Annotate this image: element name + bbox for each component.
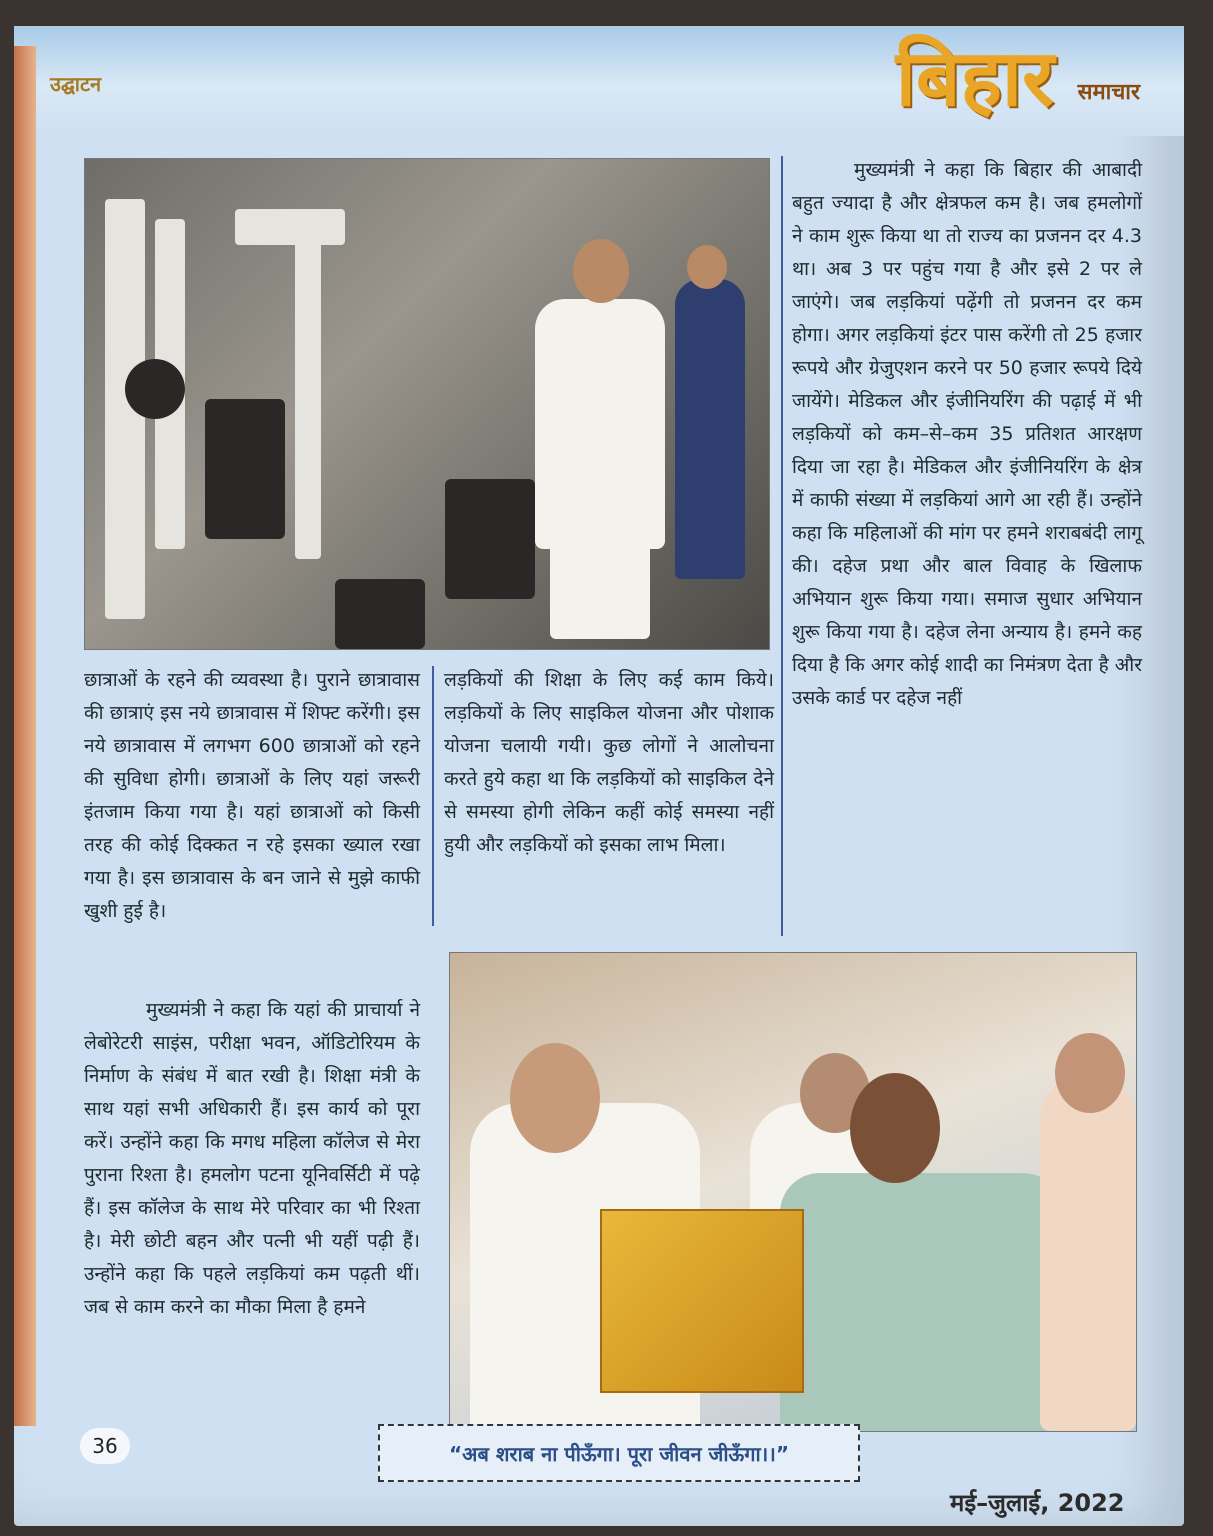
right-column-text: मुख्यमंत्री ने कहा कि बिहार की आबादी बहुत ज्यादा है और क्षेत्रफल कम है। जब हमलोगों ने काम शुरू किया था तो राज्य का प्रजनन दर 4.3 था। अब 3 पर पहुंच गया है और इसे 2 पर ले जाएंगे। जब लड़कियां पढ़ेंगी तो प्रजनन दर कम होगा। अगर लड़कियां इंटर पास करेंगी तो 25 हजार रूपये और ग्रेजुएशन करने पर 50 हजार रूपये दिये जायेंगे। मेडिकल और इंजीनियरिंग की पढ़ाई में भी लड़कियों को कम–से–कम 35 प्रतिशत आरक्षण दिया जा रहा है। मेडिकल और इंजीनियरिंग के क्षेत्र में काफी संख्या में लड़कियां आगे आ रही हैं। उन्होंने कहा कि महिलाओं की मांग पर हमने शराबबंदी लागू की। दहेज प्रथा और बाल विवाह के खिलाफ अभियान शुरू किया गया। समाज सुधार अभियान शुरू किया गया है। दहेज लेना अन्याय है। हमने कह दिया है कि अगर कोई शादी का निमंत्रण देता है और उसके कार्ड पर दहेज नहीं: [792, 159, 1142, 709]
issue-date: मई–जुलाई, 2022: [950, 1489, 1125, 1517]
magazine-logo-subtitle: समाचार: [1077, 80, 1140, 105]
gift-box: [600, 1209, 804, 1393]
slogan-text: “अब शराब ना पीऊँगा। पूरा जीवन जीऊँगा।।”: [449, 1441, 789, 1466]
chief-minister-figure: [535, 299, 665, 549]
weight-plate: [125, 359, 185, 419]
gym-machine-frame: [235, 209, 345, 245]
woman-background: [1040, 1073, 1136, 1431]
column-divider: [781, 156, 783, 936]
woman-in-sari: [780, 1173, 1080, 1431]
person-head: [1055, 1033, 1125, 1113]
left-column-para-2: मुख्यमंत्री ने कहा कि यहां की प्राचार्या ने लेबोरेटरी साइंस, परीक्षा भवन, ऑडिटोरियम के निर्माण के संबंध में बात रखी है। शिक्षा मंत्री के साथ यहां सभी अधिकारी हैं। इस कार्य को पूरा करें। उन्होंने कहा कि मगध महिला कॉलेज से मेरा पुराना रिश्ता है। हमलोग पटना यूनिवर्सिटी में पढ़े हैं। इस कॉलेज के साथ मेरे परिवार का भी रिश्ता है। मेरी छोटी बहन और पत्नी भी यहीं पढ़ी हैं। उन्होंने कहा कि पहले लड़कियां कम पढ़ती थीं। जब से काम करने का मौका मिला है हमने: [84, 999, 420, 1318]
person-head: [687, 245, 727, 289]
person-head: [510, 1043, 600, 1153]
bench: [445, 479, 535, 599]
page-edge-strip: [14, 46, 36, 1426]
person-head: [850, 1073, 940, 1183]
left-column-para-1: छात्राओं के रहने की व्यवस्था है। पुराने छात्रावास की छात्राएं इस नये छात्रावास में शिफ्ट करेंगी। इस नये छात्रावास में लगभग 600 छात्राओं को रहने की सुविधा होगी। छात्राओं के लिए यहां जरूरी इंतजाम किया गया है। यहां छात्राओं को किसी तरह की कोई दिक्कत न रहे इसका ख्याल रखा गया है। इस छात्रावास के बन जाने से मुझे काफी खुशी हुई है।: [84, 669, 420, 922]
chief-minister-trousers: [550, 539, 650, 639]
magazine-logo: बिहार: [895, 33, 1054, 124]
middle-column-text: लड़कियों की शिक्षा के लिए कई काम किये। लड़कियों के लिए साइकिल योजना और पोशाक योजना चलायी गयी। कुछ लोगों ने आलोचना करते हुये कहा था कि लड़कियों को साइकिल देने से समस्या होगी लेकिन कहीं कोई समस्या नहीं हुयी और लड़कियों को इसका लाभ मिला।: [444, 669, 774, 856]
section-label: उद्घाटन: [50, 72, 102, 96]
person-head: [573, 239, 629, 303]
bench: [335, 579, 425, 649]
gym-machine-frame: [295, 239, 321, 559]
magazine-page: [14, 26, 1184, 1526]
person-in-blue: [675, 279, 745, 579]
page-number: 36: [80, 1428, 130, 1464]
column-divider: [432, 666, 434, 926]
weight-stack: [205, 399, 285, 539]
slogan-box: [378, 1424, 860, 1482]
gym-photo: [84, 158, 770, 650]
ceremony-photo: [449, 952, 1137, 1432]
